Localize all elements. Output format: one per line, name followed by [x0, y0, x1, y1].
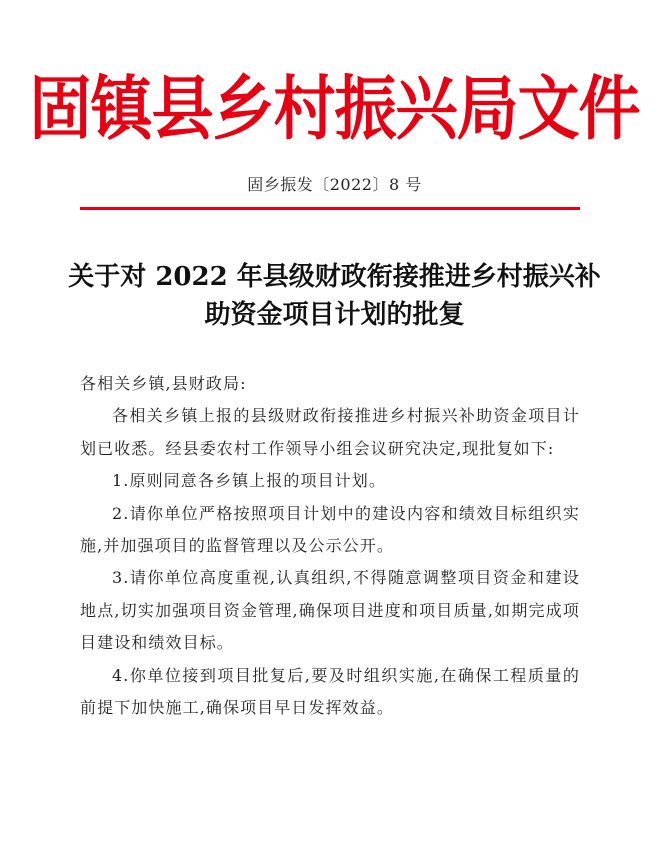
- document-number: 固乡振发〔2022〕8 号: [247, 175, 422, 194]
- body-paragraph-item-1: 1.原则同意各乡镇上报的项目计划。: [112, 471, 386, 491]
- body-paragraph-intro: 各相关乡镇上报的县级财政衔接推进乡村振兴补助资金项目计划已收悉。经县委农村工作领导小组会议研究决定,现批复如下:: [80, 406, 580, 458]
- document-body: [80, 368, 580, 724]
- issuer-title: 固镇县乡村振兴局文件: [29, 67, 640, 150]
- subject-title-line-1: 关于对 2022 年县级财政衔接推进乡村振兴补: [68, 262, 601, 292]
- body-paragraph-item-3: 3.请你单位高度重视,认真组织,不得随意调整项目资金和建设地点,切实加强项目资金管理,确保项目进度和项目质量,如期完成项目建设和绩效目标。: [80, 568, 580, 653]
- subject-title-line-2: 助资金项目计划的批复: [204, 300, 465, 330]
- red-divider-line: [80, 207, 580, 210]
- addressee: 各相关乡镇,县财政局:: [80, 374, 247, 393]
- body-paragraph-item-4: 4.你单位接到项目批复后,要及时组织实施,在确保工程质量的前提下加快施工,确保项目早日发挥效益。: [80, 665, 580, 718]
- subject-title: [60, 258, 609, 334]
- body-paragraph-item-2: 2.请你单位严格按照项目计划中的建设内容和绩效目标组织实施,并加强项目的监督管理以及公示公开。: [80, 503, 580, 556]
